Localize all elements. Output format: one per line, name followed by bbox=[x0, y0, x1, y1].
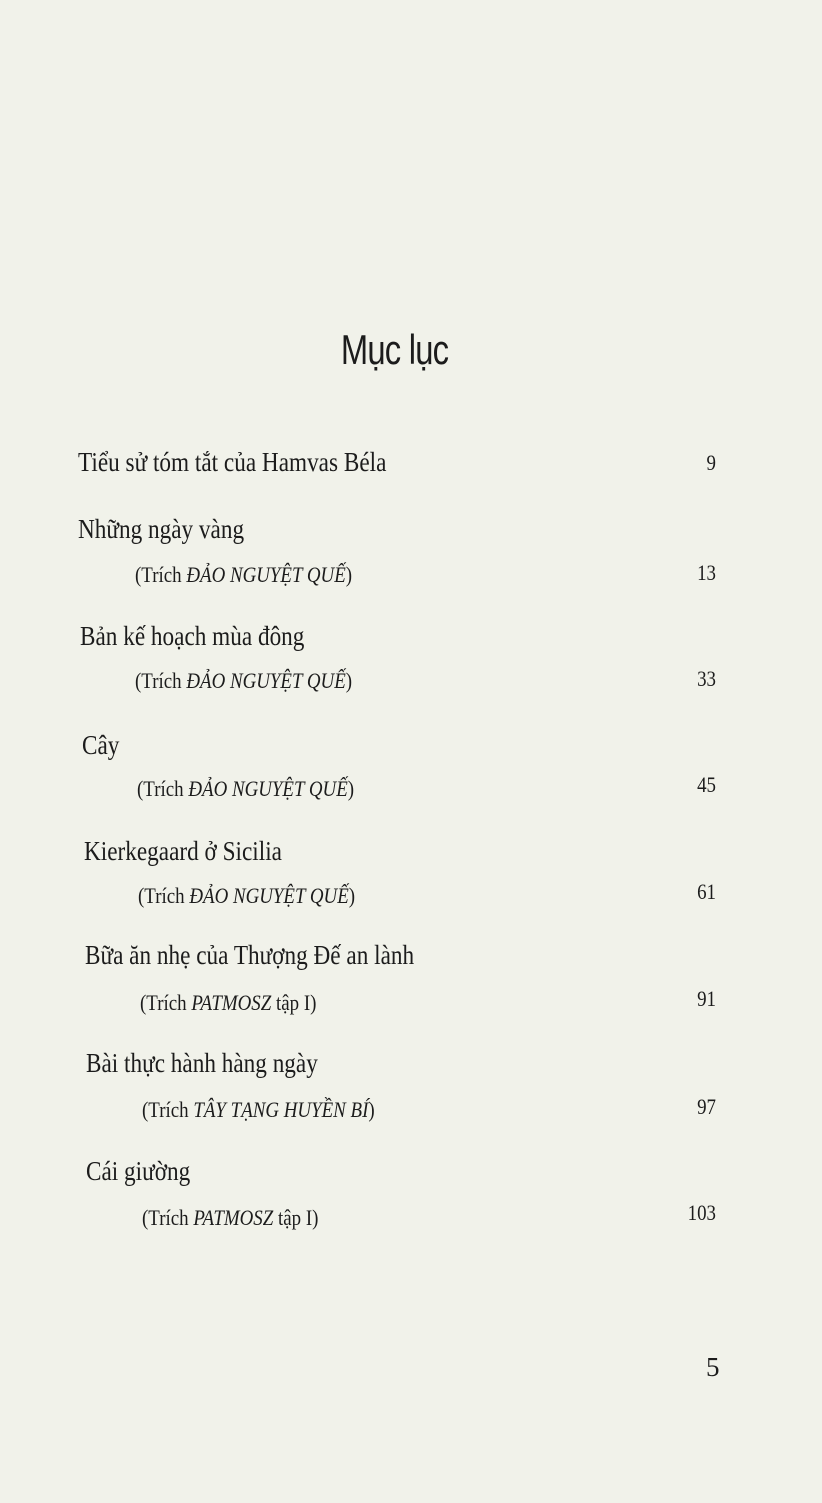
toc-entry-title: Bữa ăn nhẹ của Thượng Đế an lành bbox=[85, 940, 415, 970]
toc-entry-source bbox=[135, 562, 352, 588]
page-title: Mục lục bbox=[340, 326, 449, 373]
source-title: PATMOSZ bbox=[193, 1205, 274, 1230]
toc-entry-title: Cây bbox=[82, 730, 120, 760]
toc-page-number: 103 bbox=[687, 1200, 716, 1225]
toc-entry-source bbox=[142, 1205, 318, 1231]
source-prefix: (Trích bbox=[142, 1097, 194, 1122]
source-prefix: (Trích bbox=[138, 883, 190, 908]
toc-entry-source bbox=[135, 668, 352, 694]
source-title: ĐẢO NGUYỆT QUẾ bbox=[186, 668, 346, 693]
toc-page-number: 45 bbox=[697, 772, 716, 797]
toc-page-number: 97 bbox=[697, 1094, 716, 1119]
source-suffix: ) bbox=[347, 776, 355, 801]
source-suffix: ) bbox=[348, 883, 356, 908]
toc-entry-source bbox=[138, 883, 355, 909]
source-suffix: tập I) bbox=[271, 990, 317, 1015]
source-prefix: (Trích bbox=[142, 1205, 194, 1230]
toc-entry-title: Bài thực hành hàng ngày bbox=[86, 1048, 318, 1078]
toc-page-number: 9 bbox=[706, 450, 716, 475]
toc-entry-title: Kierkegaard ở Sicilia bbox=[84, 836, 282, 866]
source-title: ĐẢO NGUYỆT QUẾ bbox=[186, 562, 346, 587]
source-suffix: ) bbox=[345, 562, 353, 587]
toc-entry-source bbox=[142, 1097, 375, 1123]
source-prefix: (Trích bbox=[140, 990, 192, 1015]
source-suffix: ) bbox=[345, 668, 353, 693]
source-suffix: tập I) bbox=[273, 1205, 319, 1230]
source-prefix: (Trích bbox=[135, 562, 187, 587]
toc-page-number: 91 bbox=[697, 986, 716, 1011]
toc-entry-title: Những ngày vàng bbox=[78, 514, 245, 544]
toc-entry-source bbox=[140, 990, 316, 1016]
toc-page-number: 33 bbox=[697, 666, 716, 691]
toc-page-number: 13 bbox=[697, 560, 716, 585]
toc-entry-title: Tiểu sử tóm tắt của Hamvas Béla bbox=[78, 447, 387, 477]
page-folio: 5 bbox=[706, 1352, 720, 1382]
source-suffix: ) bbox=[368, 1097, 375, 1122]
source-title: ĐẢO NGUYỆT QUẾ bbox=[189, 883, 349, 908]
source-title: ĐẢO NGUYỆT QUẾ bbox=[188, 776, 348, 801]
source-title: PATMOSZ bbox=[191, 990, 272, 1015]
toc-page-number: 61 bbox=[697, 879, 716, 904]
source-prefix: (Trích bbox=[135, 668, 187, 693]
toc-entry-title: Cái giường bbox=[86, 1156, 191, 1186]
toc-entry-source bbox=[137, 776, 354, 802]
source-title: TÂY TẠNG HUYỀN BÍ bbox=[193, 1097, 369, 1122]
toc-entry-title: Bản kế hoạch mùa đông bbox=[80, 621, 305, 651]
source-prefix: (Trích bbox=[137, 776, 189, 801]
